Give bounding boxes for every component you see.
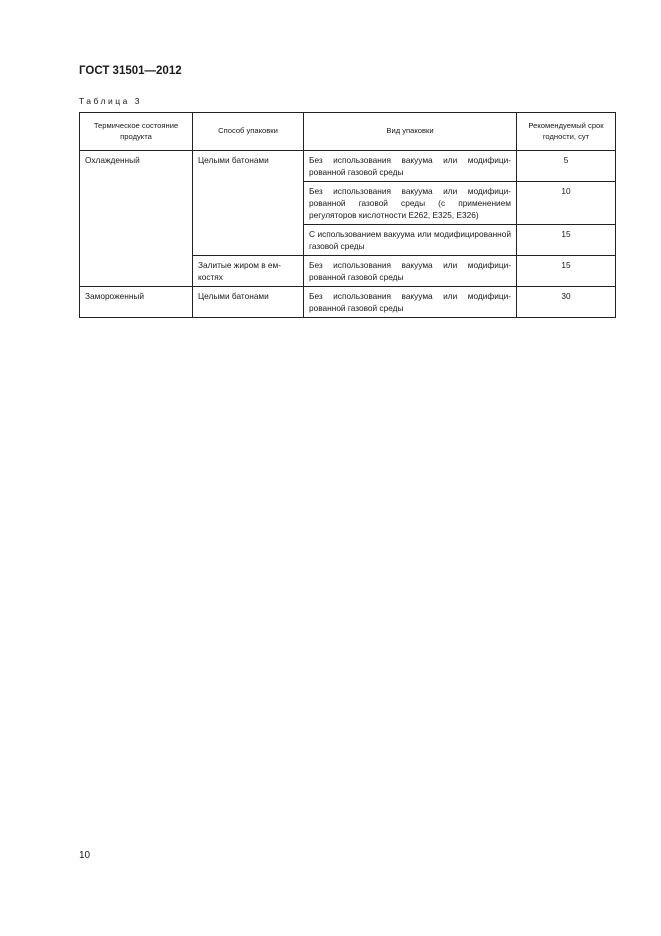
cell-packing-type: Без использования вакуума или модифицированной газовой среды [304, 287, 517, 318]
cell-packing-method: Залитые жиром в емкостях [193, 256, 304, 287]
cell-packing-type: Без использования вакуума или модифицированной газовой среды (с применением регуляторов кислотности Е262, Е325, Е326) [304, 182, 517, 225]
header-shelf-life: Рекомендуемый срок годности, сут [517, 113, 616, 151]
cell-packing-type: Без использования вакуума или модифицированной газовой среды [304, 256, 517, 287]
standard-title: ГОСТ 31501—2012 [79, 65, 182, 77]
page-number: 10 [79, 850, 91, 861]
cell-thermal-state: Охлажденный [80, 151, 193, 287]
header-thermal-state: Термическое состояние продукта [80, 113, 193, 151]
cell-thermal-state: Замороженный [80, 287, 193, 318]
cell-shelf-life: 30 [517, 287, 616, 318]
table-header-row [80, 113, 616, 151]
cell-shelf-life: 15 [517, 225, 616, 256]
cell-packing-type: Без использования вакуума или модифицированной газовой среды [304, 151, 517, 182]
cell-packing-type: С использованием вакуума или модифицированной газовой среды [304, 225, 517, 256]
cell-shelf-life: 15 [517, 256, 616, 287]
cell-packing-method: Целыми батонами [193, 287, 304, 318]
header-packing-method: Способ упаковки [193, 113, 304, 151]
table-row [80, 287, 616, 318]
header-packing-type: Вид упаковки [304, 113, 517, 151]
table-caption: Таблица 3 [79, 96, 142, 106]
shelf-life-table [79, 112, 616, 318]
cell-packing-method: Целыми батонами [193, 151, 304, 256]
cell-shelf-life: 5 [517, 151, 616, 182]
cell-shelf-life: 10 [517, 182, 616, 225]
table-row [80, 151, 616, 182]
